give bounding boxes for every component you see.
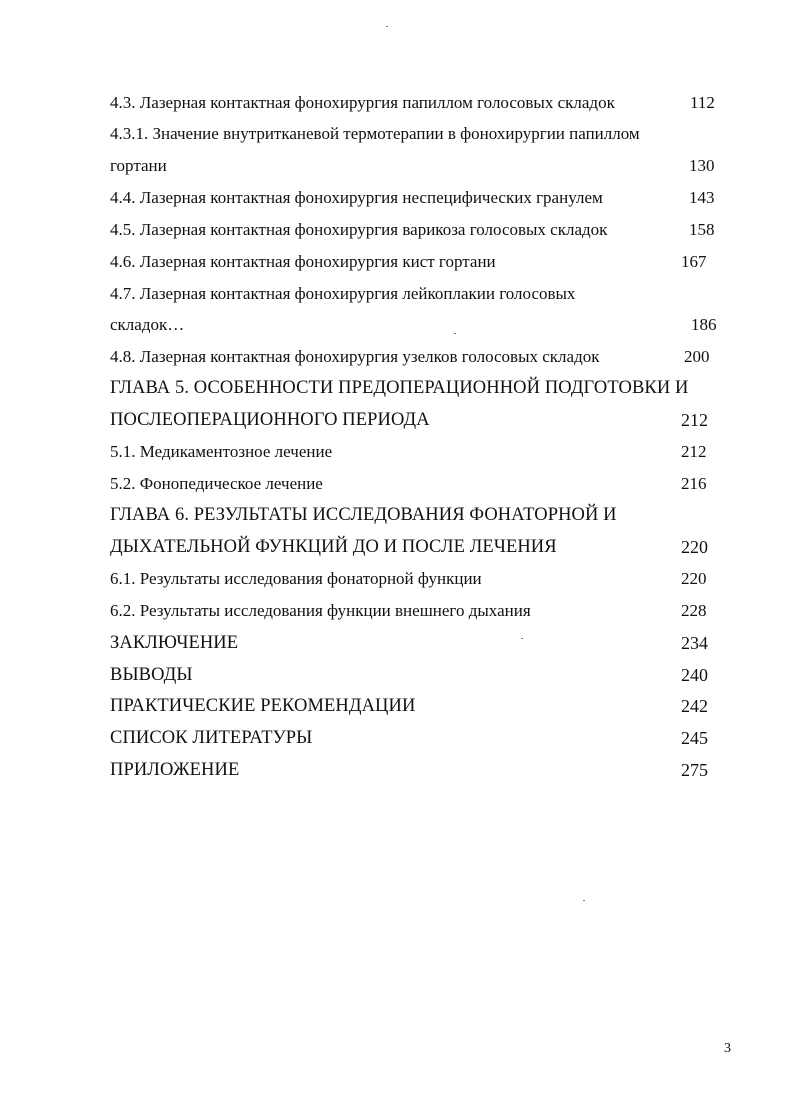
toc-entry-4-3-1: 4.3.1. Значение внутритканевой термотерапии в фонохирургии папиллом bbox=[110, 124, 640, 143]
toc-entry-5-1: 5.1. Медикаментозное лечение bbox=[110, 442, 333, 461]
toc-entry-4-5: 4.5. Лазерная контактная фонохирургия варикоза голосовых складок bbox=[110, 220, 608, 239]
toc-entry-4-3: 4.3. Лазерная контактная фонохирургия папиллом голосовых складок bbox=[110, 93, 615, 112]
toc-page-4-3-1: 130 bbox=[689, 156, 715, 175]
toc-entry-4-6: 4.6. Лазерная контактная фонохирургия кист гортани bbox=[110, 252, 496, 271]
toc-page-chapter-5: 212 bbox=[681, 410, 708, 430]
scan-speck bbox=[583, 900, 585, 901]
toc-page-findings: 240 bbox=[681, 665, 708, 685]
toc-appendix: ПРИЛОЖЕНИЕ bbox=[110, 760, 240, 780]
toc-chapter-6-title-cont: ДЫХАТЕЛЬНОЙ ФУНКЦИЙ ДО И ПОСЛЕ ЛЕЧЕНИЯ bbox=[110, 537, 557, 557]
scan-speck bbox=[521, 638, 523, 639]
toc-page-4-5: 158 bbox=[689, 220, 715, 239]
toc-chapter-5-title: ГЛАВА 5. ОСОБЕННОСТИ ПРЕДОПЕРАЦИОННОЙ ПОДГОТОВКИ И bbox=[110, 378, 689, 398]
toc-chapter-6-title: ГЛАВА 6. РЕЗУЛЬТАТЫ ИССЛЕДОВАНИЯ ФОНАТОРНОЙ И bbox=[110, 505, 617, 525]
toc-page-4-7: 186 bbox=[691, 315, 717, 334]
toc-entry-4-7: 4.7. Лазерная контактная фонохирургия лейкоплакии голосовых bbox=[110, 284, 576, 303]
toc-entry-4-7-cont: складок… bbox=[110, 315, 185, 334]
toc-page-appendix: 275 bbox=[681, 760, 708, 780]
toc-page-6-2: 228 bbox=[681, 601, 707, 620]
toc-page-5-1: 212 bbox=[681, 442, 707, 461]
toc-page-conclusion: 234 bbox=[681, 633, 708, 653]
toc-page-recommendations: 242 bbox=[681, 696, 708, 716]
toc-page-references: 245 bbox=[681, 728, 708, 748]
toc-references: СПИСОК ЛИТЕРАТУРЫ bbox=[110, 728, 313, 748]
scan-speck bbox=[386, 26, 388, 27]
toc-page-4-4: 143 bbox=[689, 188, 715, 207]
toc-page-chapter-6: 220 bbox=[681, 537, 708, 557]
toc-chapter-5-title-cont: ПОСЛЕОПЕРАЦИОННОГО ПЕРИОДА bbox=[110, 410, 430, 430]
toc-recommendations: ПРАКТИЧЕСКИЕ РЕКОМЕНДАЦИИ bbox=[110, 696, 416, 716]
toc-page-4-6: 167 bbox=[681, 252, 707, 271]
toc-entry-4-3-1-cont: гортани bbox=[110, 156, 167, 175]
toc-entry-6-2: 6.2. Результаты исследования функции внешнего дыхания bbox=[110, 601, 531, 620]
toc-entry-6-1: 6.1. Результаты исследования фонаторной функции bbox=[110, 569, 482, 588]
toc-page-5-2: 216 bbox=[681, 474, 707, 493]
toc-findings: ВЫВОДЫ bbox=[110, 665, 193, 685]
toc-page-6-1: 220 bbox=[681, 569, 707, 588]
toc-entry-4-8: 4.8. Лазерная контактная фонохирургия узелков голосовых складок bbox=[110, 347, 600, 366]
page-number: 3 bbox=[724, 1041, 731, 1056]
toc-page-4-8: 200 bbox=[684, 347, 710, 366]
toc-conclusion: ЗАКЛЮЧЕНИЕ bbox=[110, 633, 239, 653]
toc-entry-4-4: 4.4. Лазерная контактная фонохирургия неспецифических гранулем bbox=[110, 188, 603, 207]
scan-speck bbox=[454, 333, 456, 334]
toc-entry-5-2: 5.2. Фонопедическое лечение bbox=[110, 474, 323, 493]
toc-page-4-3: 112 bbox=[690, 93, 715, 112]
